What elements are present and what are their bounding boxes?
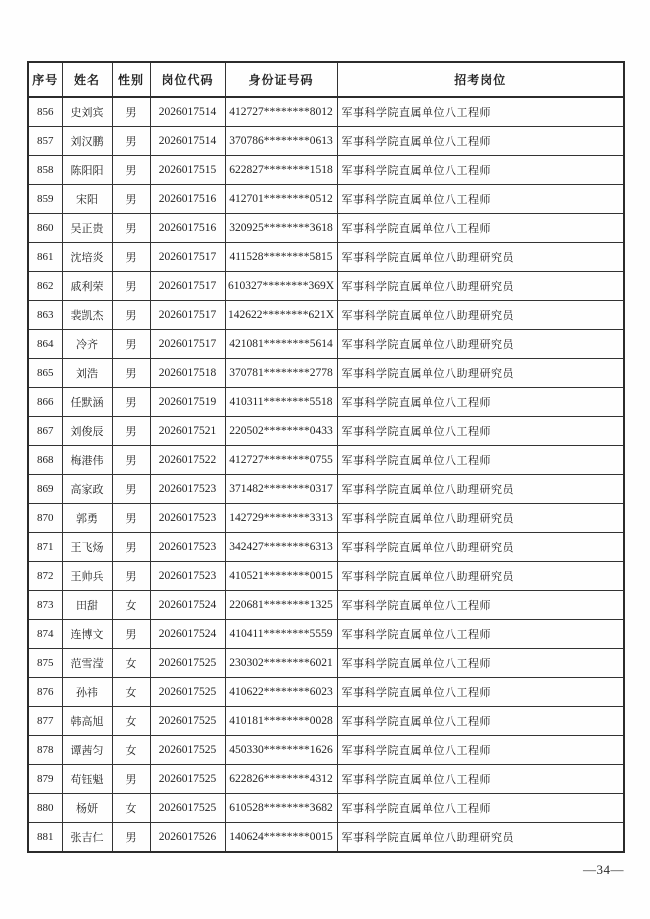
applicant-table: [27, 61, 625, 853]
cell-position: 军事科学院直属单位八助理研究员: [337, 823, 624, 853]
cell-position: 军事科学院直属单位八助理研究员: [337, 330, 624, 359]
cell-id-number: 410622********6023: [225, 678, 337, 707]
cell-name: 王飞炀: [62, 533, 112, 562]
cell-serial: 875: [28, 649, 62, 678]
cell-position: 军事科学院直属单位八工程师: [337, 765, 624, 794]
cell-position: 军事科学院直属单位八工程师: [337, 794, 624, 823]
cell-name: 杨妍: [62, 794, 112, 823]
table-row: [28, 678, 624, 707]
column-header-position: 招考岗位: [337, 62, 624, 97]
cell-serial: 880: [28, 794, 62, 823]
cell-gender: 男: [112, 359, 150, 388]
cell-gender: 男: [112, 562, 150, 591]
cell-id-number: 610528********3682: [225, 794, 337, 823]
cell-gender: 男: [112, 243, 150, 272]
cell-position: 军事科学院直属单位八助理研究员: [337, 504, 624, 533]
table-row: [28, 504, 624, 533]
cell-name: 戚利荣: [62, 272, 112, 301]
cell-job-code: 2026017525: [150, 707, 225, 736]
cell-position: 军事科学院直属单位八助理研究员: [337, 243, 624, 272]
cell-job-code: 2026017517: [150, 272, 225, 301]
table-row: [28, 127, 624, 156]
cell-id-number: 371482********0317: [225, 475, 337, 504]
cell-position: 军事科学院直属单位八工程师: [337, 417, 624, 446]
cell-job-code: 2026017525: [150, 678, 225, 707]
cell-name: 田甜: [62, 591, 112, 620]
cell-gender: 女: [112, 591, 150, 620]
cell-position: 军事科学院直属单位八助理研究员: [337, 533, 624, 562]
cell-position: 军事科学院直属单位八助理研究员: [337, 301, 624, 330]
cell-serial: 881: [28, 823, 62, 853]
cell-position: 军事科学院直属单位八工程师: [337, 156, 624, 185]
cell-gender: 男: [112, 388, 150, 417]
cell-serial: 864: [28, 330, 62, 359]
page-number: —34—: [583, 862, 624, 877]
cell-job-code: 2026017523: [150, 533, 225, 562]
cell-gender: 女: [112, 649, 150, 678]
table-row: [28, 446, 624, 475]
cell-serial: 878: [28, 736, 62, 765]
cell-serial: 876: [28, 678, 62, 707]
table-row: [28, 591, 624, 620]
table-body: [28, 97, 624, 852]
cell-id-number: 140624********0015: [225, 823, 337, 853]
cell-serial: 857: [28, 127, 62, 156]
cell-id-number: 142622********621X: [225, 301, 337, 330]
cell-gender: 女: [112, 794, 150, 823]
cell-id-number: 412727********8012: [225, 97, 337, 127]
table-row: [28, 185, 624, 214]
cell-job-code: 2026017516: [150, 214, 225, 243]
cell-position: 军事科学院直属单位八工程师: [337, 591, 624, 620]
cell-serial: 856: [28, 97, 62, 127]
cell-job-code: 2026017517: [150, 330, 225, 359]
cell-id-number: 412701********0512: [225, 185, 337, 214]
cell-name: 刘浩: [62, 359, 112, 388]
cell-gender: 男: [112, 272, 150, 301]
cell-position: 军事科学院直属单位八助理研究员: [337, 562, 624, 591]
cell-job-code: 2026017523: [150, 504, 225, 533]
table-row: [28, 417, 624, 446]
table-row: [28, 359, 624, 388]
cell-name: 梅港伟: [62, 446, 112, 475]
table-row: [28, 243, 624, 272]
cell-id-number: 410521********0015: [225, 562, 337, 591]
cell-gender: 男: [112, 417, 150, 446]
cell-job-code: 2026017523: [150, 475, 225, 504]
cell-job-code: 2026017519: [150, 388, 225, 417]
cell-serial: 869: [28, 475, 62, 504]
cell-id-number: 610327********369X: [225, 272, 337, 301]
table-row: [28, 475, 624, 504]
cell-name: 孙祎: [62, 678, 112, 707]
cell-id-number: 410181********0028: [225, 707, 337, 736]
table-row: [28, 649, 624, 678]
cell-id-number: 411528********5815: [225, 243, 337, 272]
cell-serial: 866: [28, 388, 62, 417]
cell-position: 军事科学院直属单位八工程师: [337, 678, 624, 707]
cell-position: 军事科学院直属单位八工程师: [337, 707, 624, 736]
cell-job-code: 2026017525: [150, 649, 225, 678]
cell-name: 沈培炎: [62, 243, 112, 272]
cell-gender: 男: [112, 156, 150, 185]
cell-name: 冷齐: [62, 330, 112, 359]
cell-serial: 867: [28, 417, 62, 446]
cell-name: 史刘宾: [62, 97, 112, 127]
cell-job-code: 2026017525: [150, 794, 225, 823]
cell-id-number: 412727********0755: [225, 446, 337, 475]
cell-serial: 877: [28, 707, 62, 736]
cell-name: 吴正贵: [62, 214, 112, 243]
table-row: [28, 214, 624, 243]
cell-name: 刘俊辰: [62, 417, 112, 446]
cell-id-number: 622827********1518: [225, 156, 337, 185]
cell-id-number: 370786********0613: [225, 127, 337, 156]
column-header-name: 姓名: [62, 62, 112, 97]
cell-job-code: 2026017524: [150, 620, 225, 649]
cell-serial: 868: [28, 446, 62, 475]
cell-id-number: 410311********5518: [225, 388, 337, 417]
cell-gender: 男: [112, 97, 150, 127]
cell-job-code: 2026017521: [150, 417, 225, 446]
cell-position: 军事科学院直属单位八工程师: [337, 620, 624, 649]
cell-gender: 男: [112, 823, 150, 853]
cell-name: 苟钰魁: [62, 765, 112, 794]
cell-name: 高家政: [62, 475, 112, 504]
column-header-serial: 序号: [28, 62, 62, 97]
cell-id-number: 230302********6021: [225, 649, 337, 678]
table-row: [28, 156, 624, 185]
cell-serial: 873: [28, 591, 62, 620]
table-row: [28, 707, 624, 736]
cell-gender: 男: [112, 185, 150, 214]
cell-serial: 870: [28, 504, 62, 533]
cell-id-number: 370781********2778: [225, 359, 337, 388]
cell-position: 军事科学院直属单位八工程师: [337, 388, 624, 417]
cell-job-code: 2026017517: [150, 243, 225, 272]
table-row: [28, 794, 624, 823]
cell-job-code: 2026017517: [150, 301, 225, 330]
cell-serial: 858: [28, 156, 62, 185]
cell-gender: 男: [112, 446, 150, 475]
table-row: [28, 272, 624, 301]
cell-job-code: 2026017522: [150, 446, 225, 475]
table-header-row: [28, 62, 624, 97]
cell-job-code: 2026017525: [150, 765, 225, 794]
cell-gender: 男: [112, 330, 150, 359]
cell-name: 郭勇: [62, 504, 112, 533]
cell-position: 军事科学院直属单位八工程师: [337, 446, 624, 475]
table-row: [28, 97, 624, 127]
cell-position: 军事科学院直属单位八工程师: [337, 649, 624, 678]
cell-gender: 男: [112, 475, 150, 504]
cell-gender: 男: [112, 301, 150, 330]
table-row: [28, 330, 624, 359]
cell-gender: 男: [112, 765, 150, 794]
cell-gender: 男: [112, 214, 150, 243]
cell-serial: 865: [28, 359, 62, 388]
cell-id-number: 220681********1325: [225, 591, 337, 620]
table-row: [28, 620, 624, 649]
cell-name: 刘汉鹏: [62, 127, 112, 156]
table-row: [28, 562, 624, 591]
cell-gender: 女: [112, 736, 150, 765]
cell-id-number: 320925********3618: [225, 214, 337, 243]
cell-job-code: 2026017523: [150, 562, 225, 591]
cell-serial: 871: [28, 533, 62, 562]
column-header-gender: 性别: [112, 62, 150, 97]
cell-position: 军事科学院直属单位八工程师: [337, 214, 624, 243]
cell-serial: 861: [28, 243, 62, 272]
cell-position: 军事科学院直属单位八工程师: [337, 127, 624, 156]
table-row: [28, 388, 624, 417]
cell-serial: 863: [28, 301, 62, 330]
cell-position: 军事科学院直属单位八工程师: [337, 185, 624, 214]
cell-serial: 859: [28, 185, 62, 214]
cell-name: 任默涵: [62, 388, 112, 417]
cell-name: 谭茜匀: [62, 736, 112, 765]
cell-serial: 874: [28, 620, 62, 649]
cell-name: 张吉仁: [62, 823, 112, 853]
cell-job-code: 2026017518: [150, 359, 225, 388]
cell-job-code: 2026017515: [150, 156, 225, 185]
cell-name: 韩高旭: [62, 707, 112, 736]
cell-id-number: 450330********1626: [225, 736, 337, 765]
table-row: [28, 823, 624, 853]
cell-serial: 862: [28, 272, 62, 301]
cell-position: 军事科学院直属单位八助理研究员: [337, 475, 624, 504]
cell-name: 陈阳阳: [62, 156, 112, 185]
table-row: [28, 736, 624, 765]
cell-name: 王帅兵: [62, 562, 112, 591]
cell-id-number: 142729********3313: [225, 504, 337, 533]
cell-position: 军事科学院直属单位八工程师: [337, 97, 624, 127]
cell-name: 范雪滢: [62, 649, 112, 678]
cell-gender: 男: [112, 127, 150, 156]
table-row: [28, 765, 624, 794]
table-row: [28, 301, 624, 330]
cell-serial: 872: [28, 562, 62, 591]
column-header-job-code: 岗位代码: [150, 62, 225, 97]
cell-id-number: 622826********4312: [225, 765, 337, 794]
cell-position: 军事科学院直属单位八助理研究员: [337, 359, 624, 388]
cell-id-number: 410411********5559: [225, 620, 337, 649]
cell-job-code: 2026017524: [150, 591, 225, 620]
cell-position: 军事科学院直属单位八助理研究员: [337, 272, 624, 301]
cell-job-code: 2026017516: [150, 185, 225, 214]
cell-gender: 男: [112, 504, 150, 533]
cell-gender: 女: [112, 707, 150, 736]
column-header-id-number: 身份证号码: [225, 62, 337, 97]
cell-name: 连博文: [62, 620, 112, 649]
cell-position: 军事科学院直属单位八工程师: [337, 736, 624, 765]
cell-id-number: 421081********5614: [225, 330, 337, 359]
cell-job-code: 2026017514: [150, 97, 225, 127]
cell-job-code: 2026017514: [150, 127, 225, 156]
cell-job-code: 2026017525: [150, 736, 225, 765]
cell-id-number: 342427********6313: [225, 533, 337, 562]
cell-gender: 女: [112, 678, 150, 707]
cell-job-code: 2026017526: [150, 823, 225, 853]
cell-gender: 男: [112, 533, 150, 562]
table-row: [28, 533, 624, 562]
cell-serial: 879: [28, 765, 62, 794]
cell-serial: 860: [28, 214, 62, 243]
cell-gender: 男: [112, 620, 150, 649]
cell-name: 宋阳: [62, 185, 112, 214]
cell-id-number: 220502********0433: [225, 417, 337, 446]
cell-name: 裴凯杰: [62, 301, 112, 330]
